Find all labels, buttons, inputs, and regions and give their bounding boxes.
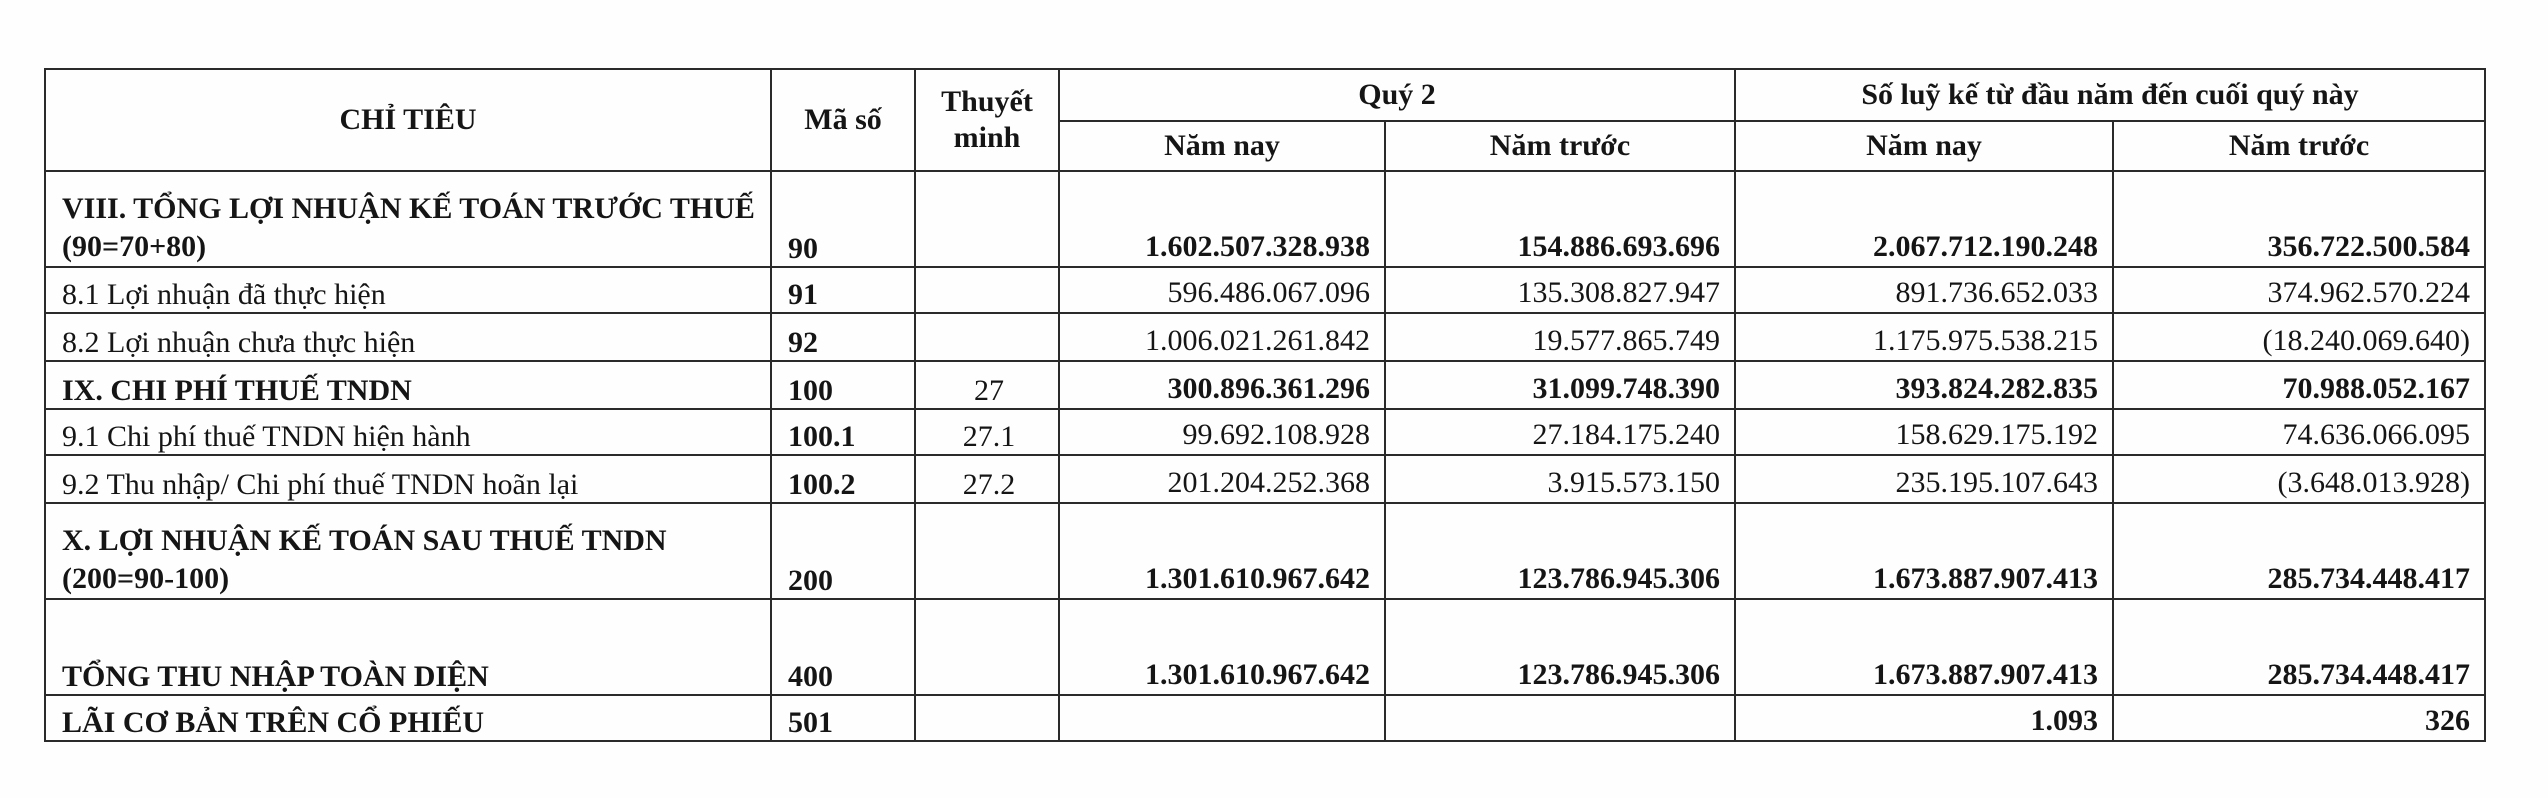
row-code: 90 [771,171,915,267]
quarter-this-year-value: 99.692.108.928 [1059,409,1385,455]
quarter-last-year-value [1385,695,1735,741]
row-label: TỔNG THU NHẬP TOÀN DIỆN [45,599,771,695]
row-label: 8.1 Lợi nhuận đã thực hiện [45,267,771,313]
quarter-this-year-value: 1.301.610.967.642 [1059,599,1385,695]
row-code: 400 [771,599,915,695]
table-row [45,503,2485,599]
row-code: 92 [771,313,915,361]
col-header-quarter-this-year: Năm nay [1059,121,1385,171]
row-label: 9.2 Thu nhập/ Chi phí thuế TNDN hoãn lại [45,455,771,503]
row-note [915,503,1059,599]
row-note [915,695,1059,741]
quarter-last-year-value: 31.099.748.390 [1385,361,1735,409]
row-code: 100.2 [771,455,915,503]
col-header-ytd-this-year: Năm nay [1735,121,2113,171]
table-row [45,695,2485,741]
ytd-last-year-value: (3.648.013.928) [2113,455,2485,503]
row-label: VIII. TỔNG LỢI NHUẬN KẾ TOÁN TRƯỚC THUẾ (90=70+80) [45,171,771,267]
quarter-last-year-value: 123.786.945.306 [1385,599,1735,695]
table-row [45,409,2485,455]
col-header-code: Mã số [771,69,915,171]
table-row [45,313,2485,361]
row-note [915,267,1059,313]
ytd-last-year-value: 356.722.500.584 [2113,171,2485,267]
row-label: IX. CHI PHÍ THUẾ TNDN [45,361,771,409]
row-note: 27.2 [915,455,1059,503]
col-header-indicator: CHỈ TIÊU [45,69,771,171]
col-header-note-line2: minh [953,121,1021,154]
row-code: 200 [771,503,915,599]
table-row [45,171,2485,267]
ytd-last-year-value: 285.734.448.417 [2113,599,2485,695]
col-group-quarter: Quý 2 [1059,69,1735,121]
ytd-this-year-value: 158.629.175.192 [1735,409,2113,455]
ytd-this-year-value: 1.093 [1735,695,2113,741]
row-code: 100.1 [771,409,915,455]
col-header-ytd-last-year: Năm trước [2113,121,2485,171]
row-label: X. LỢI NHUẬN KẾ TOÁN SAU THUẾ TNDN (200=90-100) [45,503,771,599]
row-code: 100 [771,361,915,409]
table-row [45,267,2485,313]
ytd-last-year-value: 285.734.448.417 [2113,503,2485,599]
ytd-this-year-value: 1.175.975.538.215 [1735,313,2113,361]
header-row-top [45,69,2485,121]
quarter-this-year-value: 1.006.021.261.842 [1059,313,1385,361]
ytd-last-year-value: 70.988.052.167 [2113,361,2485,409]
ytd-this-year-value: 891.736.652.033 [1735,267,2113,313]
table-row [45,361,2485,409]
row-label: LÃI CƠ BẢN TRÊN CỔ PHIẾU [45,695,771,741]
quarter-this-year-value: 201.204.252.368 [1059,455,1385,503]
ytd-this-year-value: 2.067.712.190.248 [1735,171,2113,267]
quarter-last-year-value: 19.577.865.749 [1385,313,1735,361]
quarter-this-year-value: 1.301.610.967.642 [1059,503,1385,599]
row-note [915,313,1059,361]
ytd-this-year-value: 1.673.887.907.413 [1735,503,2113,599]
ytd-last-year-value: 374.962.570.224 [2113,267,2485,313]
col-header-note-line1: Thuyết [941,85,1033,118]
quarter-last-year-value: 123.786.945.306 [1385,503,1735,599]
ytd-this-year-value: 235.195.107.643 [1735,455,2113,503]
row-note: 27 [915,361,1059,409]
quarter-last-year-value: 135.308.827.947 [1385,267,1735,313]
col-group-ytd: Số luỹ kế từ đầu năm đến cuối quý này [1735,69,2485,121]
income-statement-table [44,68,2486,742]
row-label: 8.2 Lợi nhuận chưa thực hiện [45,313,771,361]
ytd-this-year-value: 1.673.887.907.413 [1735,599,2113,695]
quarter-this-year-value: 300.896.361.296 [1059,361,1385,409]
quarter-last-year-value: 3.915.573.150 [1385,455,1735,503]
ytd-last-year-value: 326 [2113,695,2485,741]
quarter-this-year-value: 596.486.067.096 [1059,267,1385,313]
ytd-this-year-value: 393.824.282.835 [1735,361,2113,409]
row-code: 91 [771,267,915,313]
ytd-last-year-value: 74.636.066.095 [2113,409,2485,455]
row-label: 9.1 Chi phí thuế TNDN hiện hành [45,409,771,455]
col-header-quarter-last-year: Năm trước [1385,121,1735,171]
quarter-last-year-value: 154.886.693.696 [1385,171,1735,267]
row-note [915,171,1059,267]
row-note [915,599,1059,695]
quarter-last-year-value: 27.184.175.240 [1385,409,1735,455]
ytd-last-year-value: (18.240.069.640) [2113,313,2485,361]
row-code: 501 [771,695,915,741]
table-row [45,599,2485,695]
row-note: 27.1 [915,409,1059,455]
quarter-this-year-value [1059,695,1385,741]
table-row [45,455,2485,503]
quarter-this-year-value: 1.602.507.328.938 [1059,171,1385,267]
col-header-note [915,69,1059,171]
